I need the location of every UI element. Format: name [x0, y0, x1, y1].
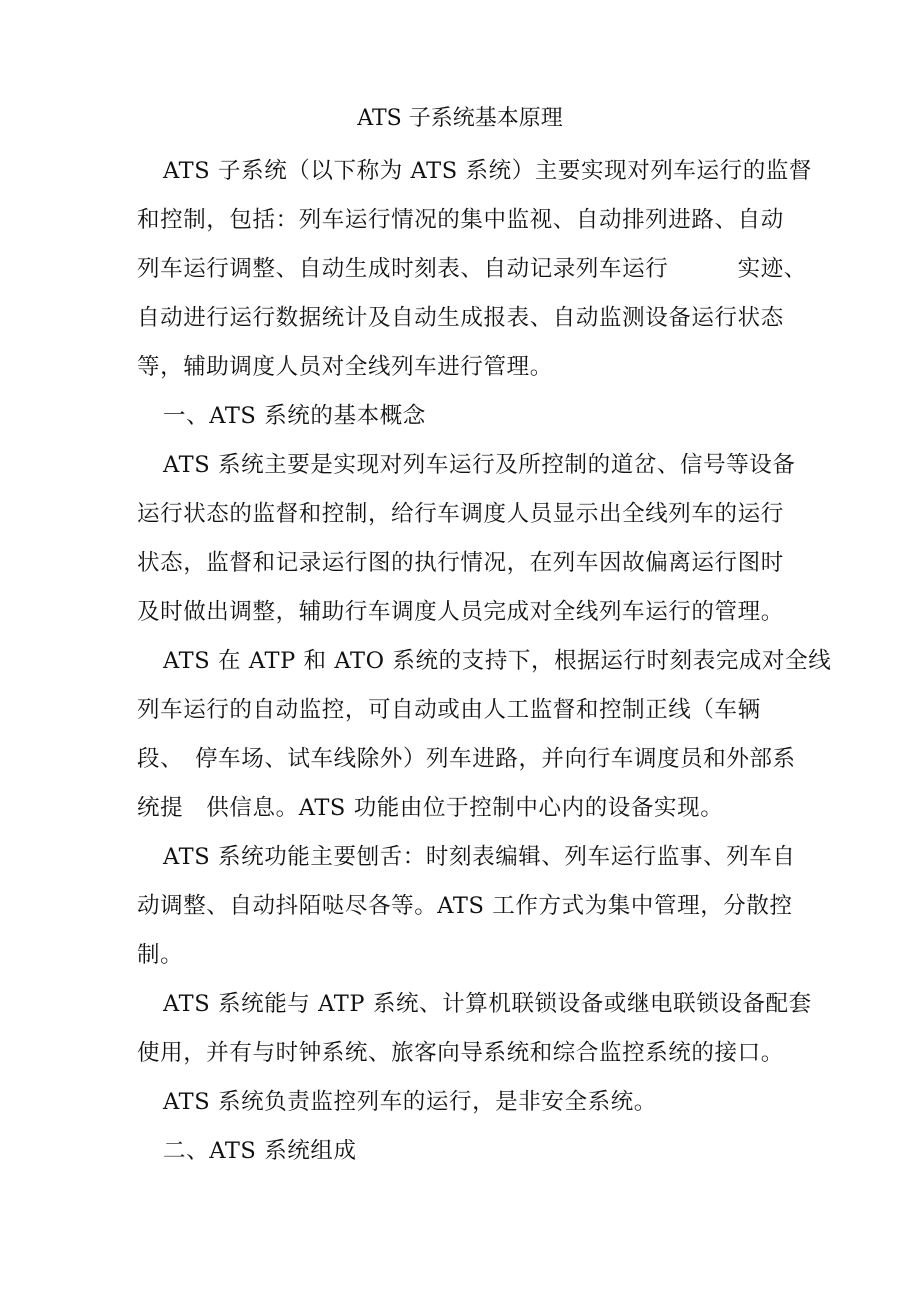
- text-line: 及时做出调整，辅助行车调度人员完成对全线列车运行的管理。: [137, 599, 784, 625]
- text-line: 自动进行运行数据统计及自动生成报表、自动监测设备运行状态: [137, 305, 784, 331]
- document-title: ATS 子系统基本原理: [357, 106, 563, 131]
- text-line: ATS 系统主要是实现对列车运行及所控制的道岔、信号等设备: [163, 452, 796, 478]
- section-heading: 一、ATS 系统的基本概念: [163, 403, 426, 429]
- text-line: 和控制，包括：列车运行情况的集中监视、自动排列进路、自动: [137, 207, 784, 233]
- text-line: 统提 供信息。ATS 功能由位于控制中心内的设备实现。: [137, 795, 724, 821]
- text-line: 制。: [137, 942, 184, 968]
- text-line: 等，辅助调度人员对全线列车进行管理。: [137, 354, 553, 380]
- text-line: 运行状态的监督和控制，给行车调度人员显示出全线列车的运行: [137, 501, 784, 527]
- text-line: 列车运行的自动监控，可自动或由人工监督和控制正线（车辆: [137, 697, 761, 723]
- text-line: 段、 停车场、试车线除外）列车进路，并向行车调度员和外部系: [137, 746, 796, 772]
- text-line: ATS 系统功能主要刨舌：时刻表编辑、列车运行监事、列车自: [163, 844, 796, 870]
- text-line: 使用，并有与时钟系统、旅客向导系统和综合监控系统的接口。: [137, 1040, 784, 1066]
- section-heading: 二、ATS 系统组成: [163, 1138, 357, 1164]
- text-line: ATS 在 ATP 和 ATO 系统的支持下，根据运行时刻表完成对全线: [163, 648, 832, 674]
- text-line: 列车运行调整、自动生成时刻表、自动记录列车运行 实迹、: [137, 256, 807, 282]
- text-line: 状态，监督和记录运行图的执行情况，在列车因故偏离运行图时: [137, 550, 784, 576]
- text-line: ATS 系统负责监控列车的运行，是非安全系统。: [163, 1089, 657, 1115]
- text-line: ATS 子系统（以下称为 ATS 系统）主要实现对列车运行的监督: [163, 158, 813, 184]
- text-line: 动调整、自动抖陌哒尽各等。ATS 工作方式为集中管理，分散控: [137, 893, 793, 919]
- text-line: ATS 系统能与 ATP 系统、计算机联锁设备或继电联锁设备配套: [163, 991, 812, 1017]
